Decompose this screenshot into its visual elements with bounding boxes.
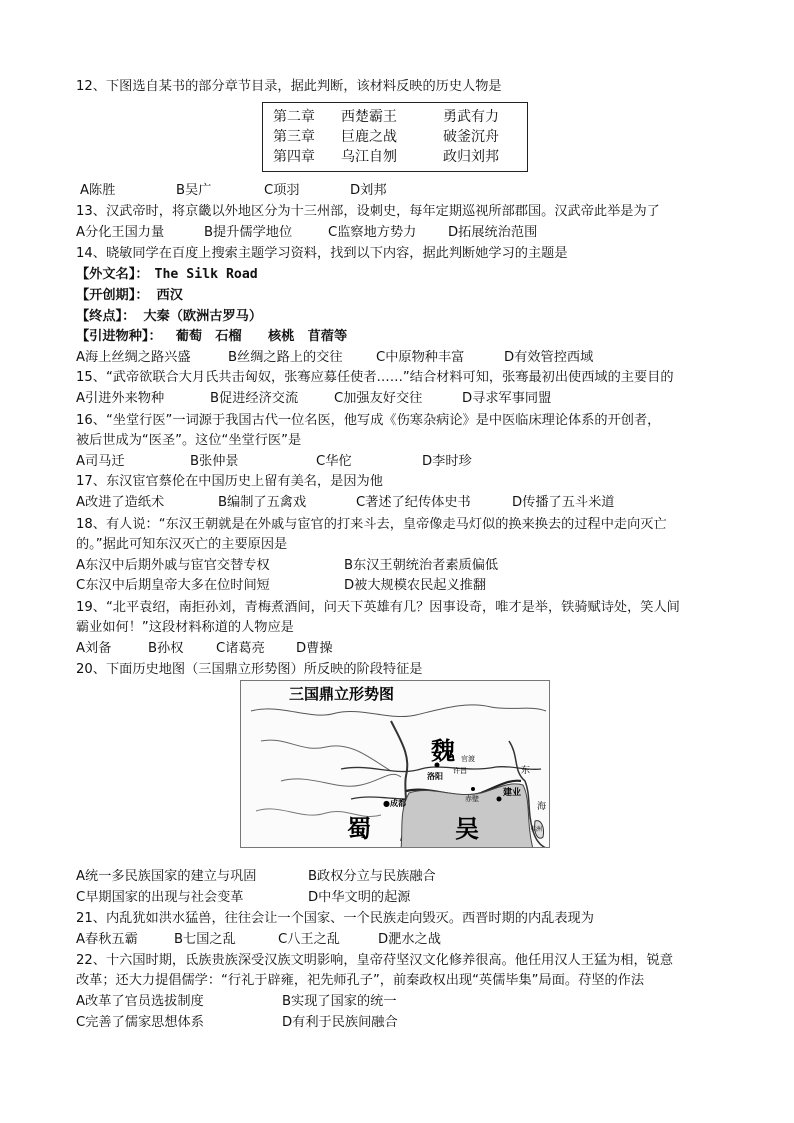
q15-option-a[interactable]: A引进外来物种 xyxy=(76,391,165,406)
q22-option-d[interactable]: D有利于民族间融合 xyxy=(282,1015,398,1030)
q17-option-c[interactable]: C著述了纪传体史书 xyxy=(356,495,471,510)
q15-stem: 15、“武帝欲联合大月氏共击匈奴，张骞应募任使者……”结合材料可知，张骞最初出使西域的主要目的 xyxy=(76,370,674,385)
q16-stem-line1: 16、“坐堂行医”一词源于我国古代一位名医，他写成《伤寒杂病论》是中医临床理论体系的开创者， xyxy=(76,413,661,428)
q14-option-b[interactable]: B丝绸之路上的交往 xyxy=(228,350,343,365)
q22-stem-line2: 改革；还大力提倡儒学：“行礼于辟雍，祀先师孔子”，前秦政权出现“英儒毕集”局面。苻坚的作法 xyxy=(76,973,645,988)
q19-option-c[interactable]: C诸葛亮 xyxy=(216,641,265,656)
q22-option-b[interactable]: B实现了国家的统一 xyxy=(282,994,397,1009)
q14-end-point xyxy=(76,307,262,327)
jianye-dot xyxy=(497,797,502,802)
q14-start-period xyxy=(76,286,183,306)
map-label-luoyang: 洛阳 xyxy=(427,772,443,781)
q12-stem: 12、下图选自某书的部分章节目录，据此判断，该材料反映的历史人物是 xyxy=(76,79,502,94)
q16-stem-line2: 被后世成为“医圣”。这位“坐堂行医”是 xyxy=(76,433,302,448)
q16-option-a[interactable]: A司马迁 xyxy=(76,454,125,469)
toc-chapter: 第四章 xyxy=(273,149,315,165)
map-label-yizhou: 夷洲 xyxy=(530,826,543,833)
q13-option-a[interactable]: A分化王国力量 xyxy=(76,225,165,240)
toc-chapter: 第三章 xyxy=(273,129,315,145)
q17-option-d[interactable]: D传播了五斗米道 xyxy=(512,495,615,510)
yellow-river xyxy=(341,767,541,772)
q12-option-a[interactable]: A陈胜 xyxy=(80,183,116,198)
toc-title: 巨鹿之战 xyxy=(341,129,397,145)
q13-option-c[interactable]: C监察地方势力 xyxy=(328,225,417,240)
q17-option-a[interactable]: A改进了造纸术 xyxy=(76,495,165,510)
q12-option-c[interactable]: C项羽 xyxy=(264,183,300,198)
q14-start-label: 【开创期】： xyxy=(76,288,149,303)
q21-option-c[interactable]: C八王之乱 xyxy=(278,932,340,947)
q19-stem-line1: 19、“北平袁绍，南拒孙刘，青梅煮酒间，问天下英雄有几？因事设奇，唯才是举，铁骑赋诗处，笑人间 xyxy=(76,600,680,615)
map-label-wu: 吴 xyxy=(455,815,479,843)
q18-stem-line2: 的。”据此可知东汉灭亡的主要原因是 xyxy=(76,537,288,552)
chibi-dot xyxy=(471,787,475,791)
q15-option-c[interactable]: C加强友好交往 xyxy=(334,391,423,406)
q18-option-d[interactable]: D被大规模农民起义推翻 xyxy=(344,578,487,593)
map-label-wei: 魏 xyxy=(431,737,455,765)
q21-option-d[interactable]: D淝水之战 xyxy=(378,932,441,947)
q20-stem: 20、下面历史地图（三国鼎立形势图）所反映的阶段特征是 xyxy=(76,662,423,677)
q22-option-a[interactable]: A改革了官员选拔制度 xyxy=(76,994,204,1009)
q14-stem: 14、晓敏同学在百度上搜索主题学习资料，找到以下内容，据此判断她学习的主题是 xyxy=(76,246,568,261)
q22-stem-line1: 22、十六国时期，氐族贵族深受汉族文明影响，皇帝苻坚汉文化修养很高。他任用汉人王猛为相，锐意 xyxy=(76,953,674,968)
map-graphic xyxy=(241,681,550,848)
three-kingdoms-map xyxy=(240,680,550,848)
toc-chapter: 第二章 xyxy=(273,109,315,125)
q12-toc-box xyxy=(262,102,528,172)
q14-start-value: 西汉 xyxy=(156,288,183,303)
q17-option-b[interactable]: B编制了五禽戏 xyxy=(218,495,307,510)
toc-row xyxy=(263,147,527,167)
q20-option-c[interactable]: C早期国家的出现与社会变革 xyxy=(76,890,244,905)
toc-row xyxy=(263,127,527,147)
q18-option-c[interactable]: C东汉中后期皇帝大多在位时间短 xyxy=(76,578,270,593)
q14-species-label: 【引进物种】： xyxy=(76,329,162,344)
q16-option-c[interactable]: C华佗 xyxy=(316,454,352,469)
north-border xyxy=(251,705,546,717)
q14-foreign-value: The Silk Road xyxy=(154,267,258,282)
map-label-jianye: 建业 xyxy=(503,788,522,798)
toc-title: 西楚霸王 xyxy=(341,109,397,125)
toc-phrase: 勇武有力 xyxy=(443,109,499,125)
map-label-chengdu: ●成都 xyxy=(383,799,406,808)
q14-foreign-label: 【外文名】： xyxy=(76,267,149,282)
q16-option-d[interactable]: D李时珍 xyxy=(422,454,472,469)
q18-option-a[interactable]: A东汉中后期外戚与宦官交替专权 xyxy=(76,558,270,573)
toc-phrase: 政归刘邦 xyxy=(443,149,499,165)
map-label-shu: 蜀 xyxy=(347,815,371,843)
q14-species-value: 葡萄 石榴 核桃 苜蓿等 xyxy=(175,329,348,344)
toc-phrase: 破釜沉舟 xyxy=(443,129,499,145)
q21-option-b[interactable]: B七国之乱 xyxy=(174,932,236,947)
q14-species xyxy=(76,327,347,347)
q20-option-d[interactable]: D中华文明的起源 xyxy=(308,890,411,905)
map-label-sea: 海 xyxy=(537,802,547,812)
q12-option-d[interactable]: D刘邦 xyxy=(350,183,387,198)
q12-option-b[interactable]: B吴广 xyxy=(176,183,212,198)
q14-end-label: 【终点】： xyxy=(76,309,136,324)
map-label-chibi: 赤壁 xyxy=(465,795,479,803)
q21-option-a[interactable]: A春秋五霸 xyxy=(76,932,138,947)
province-border xyxy=(281,774,401,786)
q15-option-d[interactable]: D寻求军事同盟 xyxy=(462,391,552,406)
q20-option-b[interactable]: B政权分立与民族融合 xyxy=(308,869,436,884)
q15-option-b[interactable]: B促进经济交流 xyxy=(210,391,299,406)
q13-stem: 13、汉武帝时，将京畿以外地区分为十三州部，设刺史，每年定期巡视所部郡国。汉武帝此举是为了 xyxy=(76,204,660,219)
q18-option-b[interactable]: B东汉王朝统治者素质偏低 xyxy=(344,558,499,573)
q14-option-a[interactable]: A海上丝绸之路兴盛 xyxy=(76,350,191,365)
q22-option-c[interactable]: C完善了儒家思想体系 xyxy=(76,1015,204,1030)
map-label-east: 东 xyxy=(521,766,531,776)
q21-stem: 21、内乱犹如洪水猛兽，往往会让一个国家、一个民族走向毁灭。西晋时期的内乱表现为 xyxy=(76,911,594,926)
q14-option-d[interactable]: D有效管控西域 xyxy=(504,350,594,365)
map-label-guandu: 官渡 xyxy=(461,755,475,763)
q14-option-c[interactable]: C中原物种丰富 xyxy=(376,350,465,365)
toc-row xyxy=(263,107,527,127)
q14-end-value: 大秦（欧洲古罗马） xyxy=(143,309,263,324)
q14-foreign-name xyxy=(76,265,258,285)
q13-option-d[interactable]: D拓展统治范围 xyxy=(448,225,538,240)
q20-option-a[interactable]: A统一多民族国家的建立与巩固 xyxy=(76,869,257,884)
toc-title: 乌江自刎 xyxy=(341,149,397,165)
q19-stem-line2: 霸业如何！”这段材料称道的人物应是 xyxy=(76,620,294,635)
q13-option-b[interactable]: B提升儒学地位 xyxy=(204,225,293,240)
q18-stem-line1: 18、有人说：“东汉王朝就是在外戚与宦官的打来斗去，皇帝像走马灯似的换来换去的过程中走向灭亡 xyxy=(76,517,667,532)
q19-option-b[interactable]: B孙权 xyxy=(148,641,184,656)
q17-stem: 17、东汉宦官蔡伦在中国历史上留有美名，是因为他 xyxy=(76,474,383,489)
q16-option-b[interactable]: B张仲景 xyxy=(190,454,239,469)
map-title: 三国鼎立形势图 xyxy=(289,685,395,703)
province-border xyxy=(261,740,391,771)
q19-option-a[interactable]: A刘备 xyxy=(76,641,112,656)
map-label-xuchang: 许昌 xyxy=(453,767,467,775)
q19-option-d[interactable]: D曹操 xyxy=(296,641,333,656)
